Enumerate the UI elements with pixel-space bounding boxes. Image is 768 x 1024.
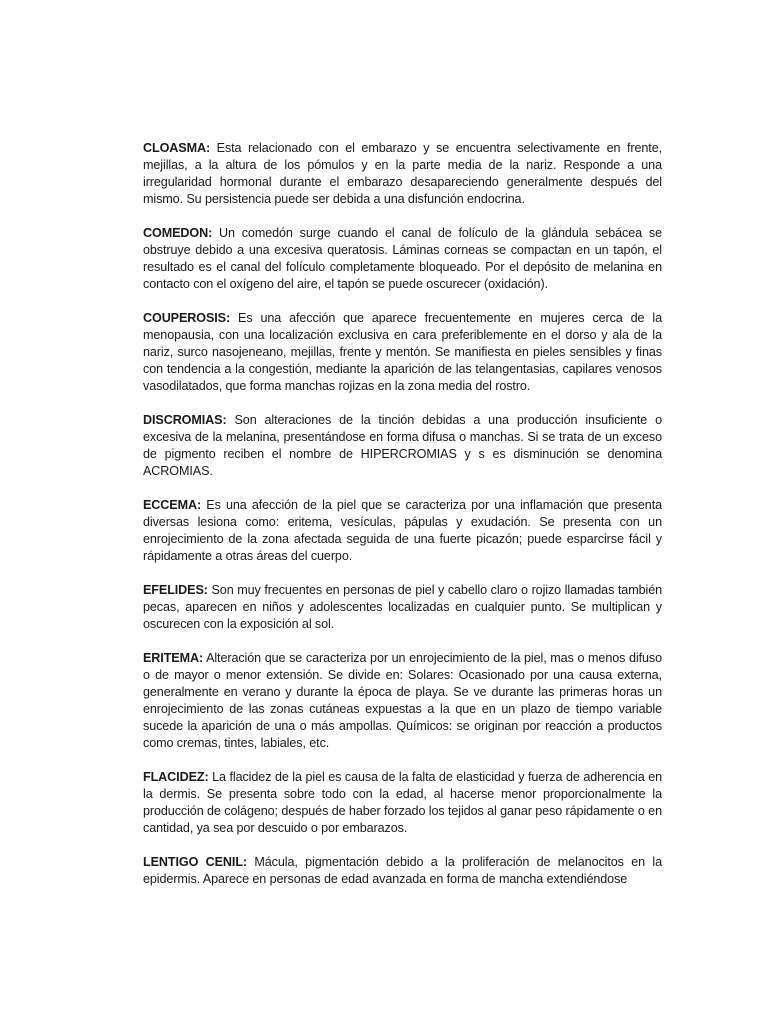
entry-text: Esta relacionado con el embarazo y se encuentra selectivamente en frente, mejillas, a la altura de los pómulos y en la parte media de la nariz. Responde a una irregularidad hormonal durante el embarazo desapareciendo generalmente después del mismo. Su persistencia puede ser debida a una disfunción endocrina.: [143, 141, 662, 206]
entry-text: Son muy frecuentes en personas de piel y cabello claro o rojizo llamadas también pecas, aparecen en niños y adolescentes localizadas en cualquier punto. Se multiplican y oscurecen con la exposición al sol.: [143, 583, 662, 631]
entry-cloasma: [143, 140, 662, 208]
entry-term: ERITEMA:: [143, 651, 204, 665]
entry-term: DISCROMIAS:: [143, 413, 227, 427]
entry-text: La flacidez de la piel es causa de la falta de elasticidad y fuerza de adherencia en la dermis. Se presenta sobre todo con la edad, al hacerse menor proporcionalmente la producción de colágeno; después de haber forzado los tejidos al ganar peso rápidamente o en cantidad, ya sea por descuido o por embarazos.: [143, 770, 662, 835]
entry-text: Es una afección que aparece frecuentemente en mujeres cerca de la menopausia, con una localización exclusiva en cara preferiblemente en el dorso y ala de la nariz, surco nasojeneano, mejillas, frente y mentón. Se manifiesta en pieles sensibles y finas con tendencia a la congestión, mediante la aparición de las telangentasias, capilares venosos vasodilatados, que forma manchas rojizas en la zona media del rostro.: [143, 311, 663, 393]
document-page: [143, 140, 662, 905]
entry-lentigo-cenil: [143, 854, 662, 888]
entry-term: COUPEROSIS:: [143, 311, 231, 325]
entry-text: Un comedón surge cuando el canal de folículo de la glándula sebácea se obstruye debido a una excesiva queratosis. Láminas corneas se compactan en un tapón, el resultado es el canal del folículo completamente bloqueado. Por el depósito de melanina en contacto con el oxígeno del aire, el tapón se puede oscurecer (oxidación).: [143, 226, 662, 291]
entry-text: Es una afección de la piel que se caracteriza por una inflamación que presenta diversas lesiona como: eritema, vesículas, pápulas y exudación. Se presenta con un enrojecimiento de la zona afectada seguida de una fuerte picazón; puede esparcirse fácil y rápidamente a otras áreas del cuerpo.: [143, 498, 662, 563]
entry-term: EFELIDES:: [143, 583, 208, 597]
entry-text: Mácula, pigmentación debido a la proliferación de melanocitos en la epidermis. Aparece en personas de edad avanzada en forma de mancha extendiéndose: [143, 855, 662, 886]
entry-term: CLOASMA:: [143, 141, 211, 155]
entry-eritema: [143, 650, 662, 752]
entry-flacidez: [143, 769, 662, 837]
entry-term: ECCEMA:: [143, 498, 202, 512]
entry-text: Son alteraciones de la tinción debidas a una producción insuficiente o excesiva de la melanina, presentándose en forma difusa o manchas. Si se trata de un exceso de pigmento reciben el nombre de HIPERCROMIAS y s es disminución se denomina ACROMIAS.: [143, 413, 662, 478]
entry-discromias: [143, 412, 662, 480]
entry-comedon: [143, 225, 662, 293]
entry-term: LENTIGO CENIL:: [143, 855, 247, 869]
entry-term: FLACIDEZ:: [143, 770, 209, 784]
entry-eccema: [143, 497, 662, 565]
entry-efelides: [143, 582, 662, 633]
entry-text: Alteración que se caracteriza por un enrojecimiento de la piel, mas o menos difuso o de mayor o menor extensión. Se divide en: Solares: Ocasionado por una causa externa, generalmente en verano y durante la época de playa. Se ve durante las primeras horas un enrojecimiento de las zonas cutáneas expuestas a la que en un plazo de tiempo variable sucede la aparición de una o más ampollas. Químicos: se originan por reacción a productos como cremas, tintes, labiales, etc.: [143, 651, 662, 750]
entry-term: COMEDON:: [143, 226, 213, 240]
entry-couperosis: [143, 310, 662, 395]
